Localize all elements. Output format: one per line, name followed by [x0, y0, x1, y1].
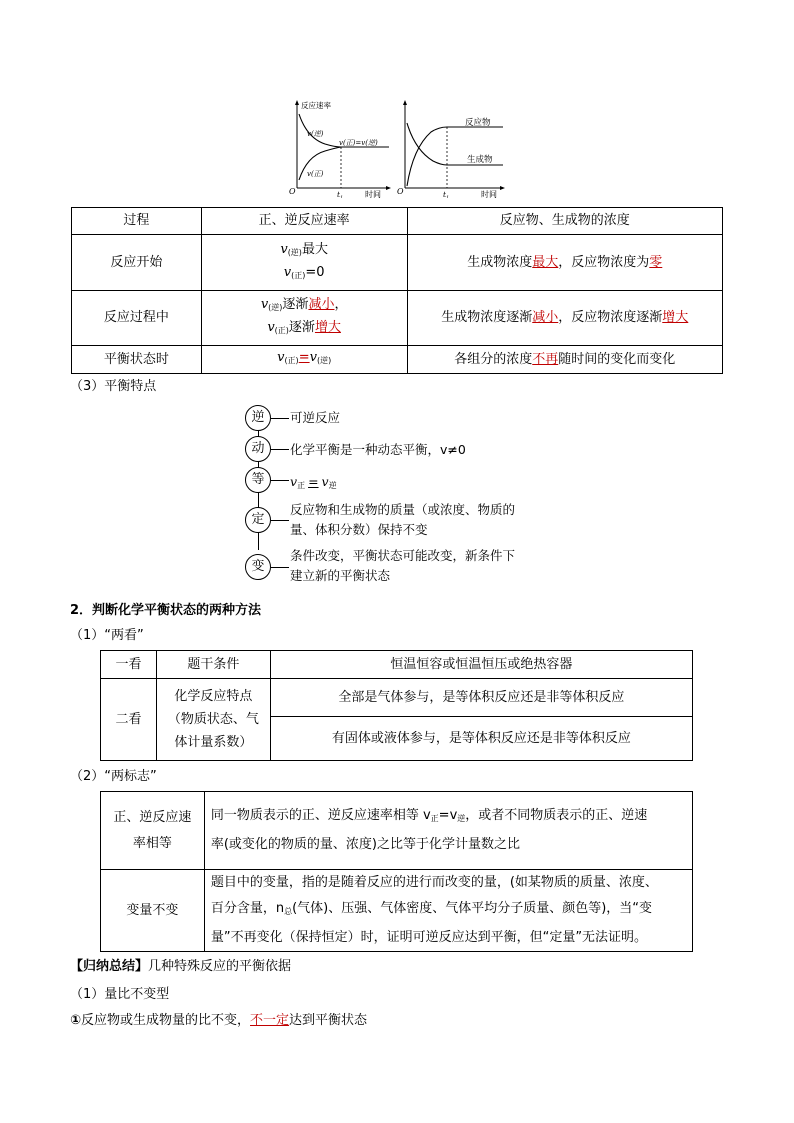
rate-equilibrium: $v_{(正)}=v_{(逆)}$: [201, 346, 407, 374]
two-looks-table: [100, 650, 693, 761]
item1-text: ①反应物或生成物量的比不变，不一定达到平衡状态: [70, 1013, 368, 1028]
feature-text-dynamic: 化学平衡是一种动态平衡，v≠0: [290, 442, 466, 457]
t1-label: $t_1$: [443, 190, 450, 198]
y-axis-label: 反应速率: [301, 101, 331, 110]
conc-equilibrium: 各组分的浓度不再随时间的变化而变化: [407, 346, 723, 374]
process-table: [71, 207, 723, 374]
cell-reaction-features: 化学反应特点 （物质状态、气 体计量系数）: [156, 679, 270, 761]
stage-start: 反应开始: [72, 235, 202, 291]
two-signs-table: [100, 791, 693, 952]
x-axis-label: 时间: [481, 190, 497, 198]
cell-solid-liquid: 有固体或液体参与，是等体积反应还是非等体积反应: [270, 717, 692, 761]
feature-text-reversible: 可逆反应: [290, 410, 341, 425]
equal-rate-label: v(正)=v(逆): [339, 139, 378, 147]
header-concentration: 反应物、生成物的浓度: [407, 208, 723, 235]
rate-process: $v_{(逆)}$逐渐减小， $v_{(正)}$逐渐增大: [201, 291, 407, 346]
section3-title: （3）平衡特点: [70, 379, 157, 394]
feature-circle-equal: 等: [245, 467, 271, 493]
rate-start: $v_{(逆)}$最大 $v_{(正)}=0$: [201, 235, 407, 291]
feature-circle-reversible: 逆: [245, 405, 271, 431]
sub3-title: （1）量比不变型: [70, 987, 170, 1002]
sub1-title: （1）“两看”: [70, 628, 144, 643]
product-label: 生成物: [467, 155, 493, 165]
feature-text-constant: 反应物和生成物的质量（或浓度、物质的 量、体积分数）保持不变: [290, 502, 516, 537]
feature-text-change: 条件改变，平衡状态可能改变，新条件下 建立新的平衡状态: [290, 548, 516, 583]
x-axis-label: 时间: [365, 190, 381, 198]
header-process: 过程: [72, 208, 202, 235]
stage-process: 反应过程中: [72, 291, 202, 346]
header-rate: 正、逆反应速率: [201, 208, 407, 235]
forward-rate-label: v(正): [307, 170, 324, 178]
cell-container-types: 恒温恒容或恒温恒压或绝热容器: [270, 651, 692, 679]
reverse-rate-label: v(逆): [307, 130, 324, 138]
section2-title: 2．判断化学平衡状态的两种方法: [70, 603, 262, 618]
feature-circle-constant: 定: [245, 507, 271, 533]
conc-process: 生成物浓度逐渐减小，反应物浓度逐渐增大: [407, 291, 723, 346]
cell-conditions: 题干条件: [156, 651, 270, 679]
cell-variable-constant-desc: 题目中的变量，指的是随着反应的进行而改变的量，(如某物质的质量、浓度、 百分含量，$n_总$(气体)、压强、气体密度、气体平均分子质量、颜色等)，当“变 量”不再变化（保持恒定）时，证明可逆反应达到平衡，但“定量”无法证明。: [204, 870, 692, 952]
cell-second-look: 二看: [101, 679, 157, 761]
summary-heading: 【归纳总结】几种特殊反应的平衡依据: [70, 959, 292, 974]
rate-time-chart: [285, 98, 395, 198]
feature-circle-dynamic: 动: [245, 436, 271, 462]
cell-variable-constant: 变量不变: [101, 870, 205, 952]
origin-label: O: [289, 187, 296, 196]
conc-start: 生成物浓度最大，反应物浓度为零: [407, 235, 723, 291]
sub2-title: （2）“两标志”: [70, 769, 157, 784]
concentration-time-chart: [395, 98, 510, 198]
cell-rates-equal-desc: 同一物质表示的正、逆反应速率相等 $v_正=v_逆$，或者不同物质表示的正、逆速 率(或变化的物质的量、浓度)之比等于化学计量数之比: [204, 792, 692, 870]
feature-text-equal: $v_正 = v_逆$: [290, 474, 337, 490]
stage-equilibrium: 平衡状态时: [72, 346, 202, 374]
t1-label: $t_1$: [337, 190, 344, 198]
origin-label: O: [397, 187, 404, 196]
feature-circle-change: 变: [245, 554, 271, 580]
reactant-label: 反应物: [465, 118, 491, 128]
cell-rates-equal: 正、逆反应速 率相等: [101, 792, 205, 870]
cell-first-look: 一看: [101, 651, 157, 679]
cell-all-gas: 全部是气体参与，是等体积反应还是非等体积反应: [270, 679, 692, 717]
